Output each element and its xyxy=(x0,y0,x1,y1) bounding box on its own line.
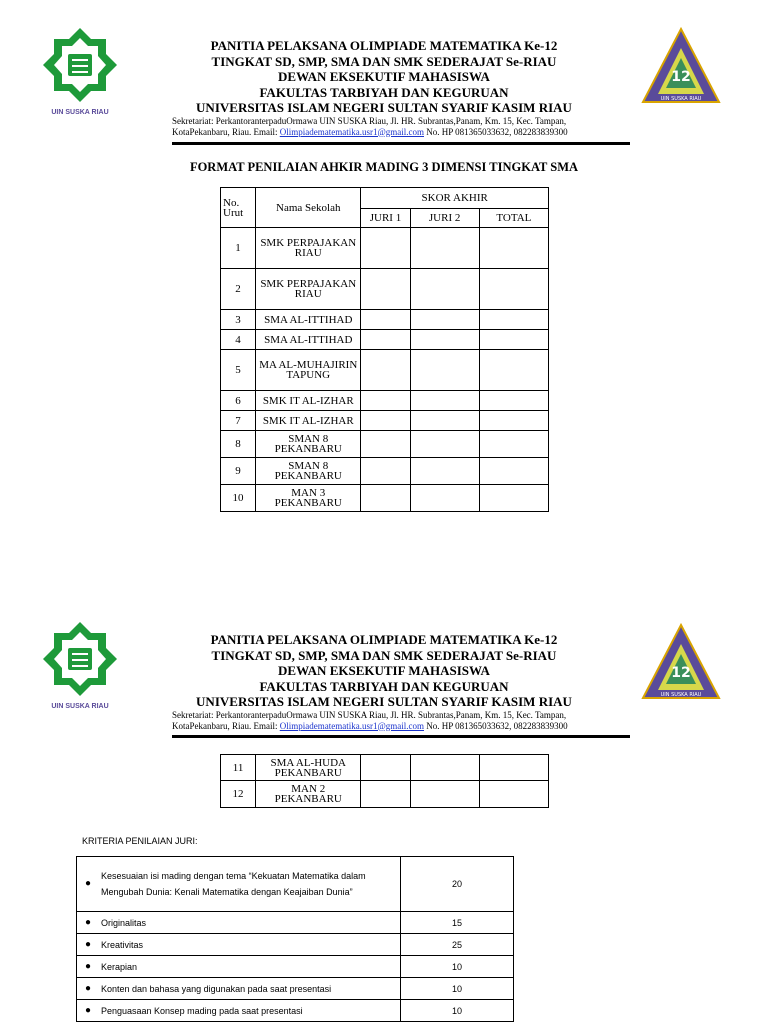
header-line-5: UNIVERSITAS ISLAM NEGERI SULTAN SYARIF KASIM RIAU xyxy=(196,100,572,115)
row-number: 1 xyxy=(221,228,256,269)
juri2-score-cell[interactable] xyxy=(410,781,479,808)
col-name-header: Nama Sekolah xyxy=(256,188,361,228)
olimpiade-logo xyxy=(640,622,722,704)
header-rule xyxy=(172,142,630,145)
kriteria-row xyxy=(77,956,514,978)
uin-suska-logo xyxy=(38,24,122,120)
kriteria-row xyxy=(77,934,514,956)
bullet-icon: ● xyxy=(85,938,92,950)
kriteria-label: KRITERIA PENILAIAN JURI: xyxy=(82,836,198,846)
juri2-score-cell[interactable] xyxy=(410,431,479,458)
juri1-score-cell[interactable] xyxy=(361,391,410,411)
table-row xyxy=(221,350,549,391)
col-group-header: SKOR AKHIR xyxy=(361,188,549,209)
juri1-score-cell[interactable] xyxy=(361,310,410,330)
kriteria-points: 10 xyxy=(401,1000,514,1022)
col-juri1-header: JURI 1 xyxy=(361,209,410,228)
school-name: SMAN 8 PEKANBARU xyxy=(256,458,361,485)
table-row xyxy=(221,485,549,512)
header-line-3: DEWAN EKSEKUTIF MAHASISWA xyxy=(278,663,490,678)
header-line-5: UNIVERSITAS ISLAM NEGERI SULTAN SYARIF KASIM RIAU xyxy=(196,694,572,709)
letterhead-page-2 xyxy=(0,594,768,742)
juri2-score-cell[interactable] xyxy=(410,228,479,269)
juri1-score-cell[interactable] xyxy=(361,755,410,781)
kriteria-text xyxy=(77,1000,401,1022)
table-row xyxy=(221,228,549,269)
logo-number: 12 xyxy=(671,69,691,85)
address-prefix: KotaPekanbaru, Riau. Email: xyxy=(172,126,278,137)
header-line-2: TINGKAT SD, SMP, SMA DAN SMK SEDERAJAT Se-RIAU xyxy=(211,647,557,663)
kriteria-points: 10 xyxy=(401,956,514,978)
kriteria-row xyxy=(77,857,514,912)
school-name: MA AL-MUHAJIRIN TAPUNG xyxy=(256,350,361,391)
row-number: 9 xyxy=(221,458,256,485)
header-rule xyxy=(172,735,630,738)
school-name: SMA AL-ITTIHAD xyxy=(256,330,361,350)
document-title: FORMAT PENILAIAN AHKIR MADING 3 DIMENSI TINGKAT SMA xyxy=(189,160,579,174)
juri2-score-cell[interactable] xyxy=(410,391,479,411)
kriteria-text-label: Konten dan bahasa yang digunakan pada saat presentasi xyxy=(101,983,332,994)
school-name: SMA AL-ITTIHAD xyxy=(256,310,361,330)
kriteria-text xyxy=(77,956,401,978)
juri2-score-cell[interactable] xyxy=(410,755,479,781)
total-score-cell[interactable] xyxy=(479,330,548,350)
table-row xyxy=(221,431,549,458)
total-score-cell[interactable] xyxy=(479,391,548,411)
juri1-score-cell[interactable] xyxy=(361,431,410,458)
total-score-cell[interactable] xyxy=(479,755,548,781)
col-juri2-header: JURI 2 xyxy=(410,209,479,228)
kriteria-points: 20 xyxy=(401,857,514,912)
total-score-cell[interactable] xyxy=(479,310,548,330)
header-line-3: DEWAN EKSEKUTIF MAHASISWA xyxy=(278,69,490,84)
juri2-score-cell[interactable] xyxy=(410,458,479,485)
row-number: 10 xyxy=(221,485,256,512)
total-score-cell[interactable] xyxy=(479,485,548,512)
address-prefix: KotaPekanbaru, Riau. Email: xyxy=(172,720,278,731)
kriteria-text-label: Penguasaan Konsep mading pada saat presentasi xyxy=(101,1005,303,1016)
address xyxy=(172,710,612,731)
bullet-icon: ● xyxy=(85,916,92,928)
school-name: MAN 2 PEKANBARU xyxy=(256,781,361,808)
kriteria-text xyxy=(77,934,401,956)
juri2-score-cell[interactable] xyxy=(410,330,479,350)
juri1-score-cell[interactable] xyxy=(361,228,410,269)
bullet-icon: ● xyxy=(85,982,92,994)
school-name: SMA AL-HUDA PEKANBARU xyxy=(256,755,361,781)
row-number: 7 xyxy=(221,411,256,431)
juri1-score-cell[interactable] xyxy=(361,458,410,485)
col-total-header: TOTAL xyxy=(479,209,548,228)
table-row xyxy=(221,391,549,411)
juri1-score-cell[interactable] xyxy=(361,330,410,350)
logo-bottom-text: UIN SUSKA RIAU xyxy=(660,692,702,698)
uin-suska-logo xyxy=(38,618,122,714)
juri1-score-cell[interactable] xyxy=(361,269,410,310)
address-line-2 xyxy=(172,127,612,138)
bullet-icon: ● xyxy=(85,1004,92,1016)
letterhead xyxy=(0,0,768,148)
address-suffix: No. HP 081365033632, 082283839300 xyxy=(426,126,568,137)
table-row xyxy=(221,330,549,350)
kriteria-row xyxy=(77,978,514,1000)
row-number: 5 xyxy=(221,350,256,391)
header-line-4: FAKULTAS TARBIYAH DAN KEGURUAN xyxy=(259,678,509,694)
table-row xyxy=(221,411,549,431)
juri1-score-cell[interactable] xyxy=(361,485,410,512)
total-score-cell[interactable] xyxy=(479,781,548,808)
school-name: SMAN 8 PEKANBARU xyxy=(256,431,361,458)
juri2-score-cell[interactable] xyxy=(410,310,479,330)
kriteria-text-label: Originalitas xyxy=(101,917,147,928)
row-number: 8 xyxy=(221,431,256,458)
email-link[interactable]: Olimpiadematematika.usr1@gmail.com xyxy=(279,126,424,137)
table-row xyxy=(221,269,549,310)
kriteria-points: 10 xyxy=(401,978,514,1000)
kriteria-table xyxy=(76,856,514,1022)
row-number: 2 xyxy=(221,269,256,310)
row-number: 11 xyxy=(221,755,256,781)
logo-number: 12 xyxy=(671,665,691,681)
table-row xyxy=(221,781,549,808)
kriteria-text-label: Kesesuaian isi mading dengan tema “Kekuatan Matematika dalam Mengubah Dunia: Kenali Matematika dengan Keajaiban Dunia” xyxy=(101,871,366,897)
table-row xyxy=(221,755,549,781)
kriteria-text-label: Kreativitas xyxy=(101,939,144,950)
header-line-2: TINGKAT SD, SMP, SMA DAN SMK SEDERAJAT Se-RIAU xyxy=(211,53,557,69)
kriteria-row xyxy=(77,912,514,934)
score-table-continued xyxy=(220,754,549,808)
address-line-1: Sekretariat: PerkantoranterpaduOrmawa UIN SUSKA Riau, Jl. HR. Subrantas,Panam, Km. 15, Kec. Tampan, xyxy=(172,116,567,126)
table-row xyxy=(221,310,549,330)
total-score-cell[interactable] xyxy=(479,228,548,269)
header-line-1: PANITIA PELAKSANA OLIMPIADE MATEMATIKA Ke-12 xyxy=(210,38,558,53)
kriteria-text xyxy=(77,978,401,1000)
total-score-cell[interactable] xyxy=(479,350,548,391)
juri2-score-cell[interactable] xyxy=(410,485,479,512)
school-name: SMK IT AL-IZHAR xyxy=(256,391,361,411)
bullet-icon: ● xyxy=(85,960,92,972)
address-line-2 xyxy=(172,721,612,732)
kriteria-text xyxy=(77,857,401,912)
juri2-score-cell[interactable] xyxy=(410,269,479,310)
total-score-cell[interactable] xyxy=(479,269,548,310)
total-score-cell[interactable] xyxy=(479,458,548,485)
logo-bottom-text: UIN SUSKA RIAU xyxy=(660,96,702,102)
header-line-4: FAKULTAS TARBIYAH DAN KEGURUAN xyxy=(259,84,509,100)
row-number: 4 xyxy=(221,330,256,350)
bullet-icon: ● xyxy=(85,878,92,889)
row-number: 3 xyxy=(221,310,256,330)
school-name: SMK PERPAJAKAN RIAU xyxy=(256,228,361,269)
kriteria-row xyxy=(77,1000,514,1022)
row-number: 12 xyxy=(221,781,256,808)
total-score-cell[interactable] xyxy=(479,411,548,431)
col-no-header: No. Urut xyxy=(221,188,256,228)
total-score-cell[interactable] xyxy=(479,431,548,458)
kriteria-text xyxy=(77,912,401,934)
juri1-score-cell[interactable] xyxy=(361,781,410,808)
juri1-score-cell[interactable] xyxy=(361,350,410,391)
kriteria-text-label: Kerapian xyxy=(101,961,138,972)
juri2-score-cell[interactable] xyxy=(410,411,479,431)
header-line-1: PANITIA PELAKSANA OLIMPIADE MATEMATIKA Ke-12 xyxy=(210,632,558,647)
juri1-score-cell[interactable] xyxy=(361,411,410,431)
address xyxy=(172,116,612,137)
logo-caption: UIN SUSKA RIAU xyxy=(51,703,109,710)
juri2-score-cell[interactable] xyxy=(410,350,479,391)
address-suffix: No. HP 081365033632, 082283839300 xyxy=(426,720,568,731)
row-number: 6 xyxy=(221,391,256,411)
address-line-1: Sekretariat: PerkantoranterpaduOrmawa UIN SUSKA Riau, Jl. HR. Subrantas,Panam, Km. 15, Kec. Tampan, xyxy=(172,710,567,720)
score-table xyxy=(220,187,549,512)
kriteria-points: 25 xyxy=(401,934,514,956)
kriteria-points: 15 xyxy=(401,912,514,934)
logo-caption: UIN SUSKA RIAU xyxy=(51,109,109,116)
school-name: MAN 3 PEKANBARU xyxy=(256,485,361,512)
school-name: SMK IT AL-IZHAR xyxy=(256,411,361,431)
school-name: SMK PERPAJAKAN RIAU xyxy=(256,269,361,310)
table-row xyxy=(221,458,549,485)
email-link[interactable]: Olimpiadematematika.usr1@gmail.com xyxy=(279,720,424,731)
olimpiade-logo xyxy=(640,26,722,108)
